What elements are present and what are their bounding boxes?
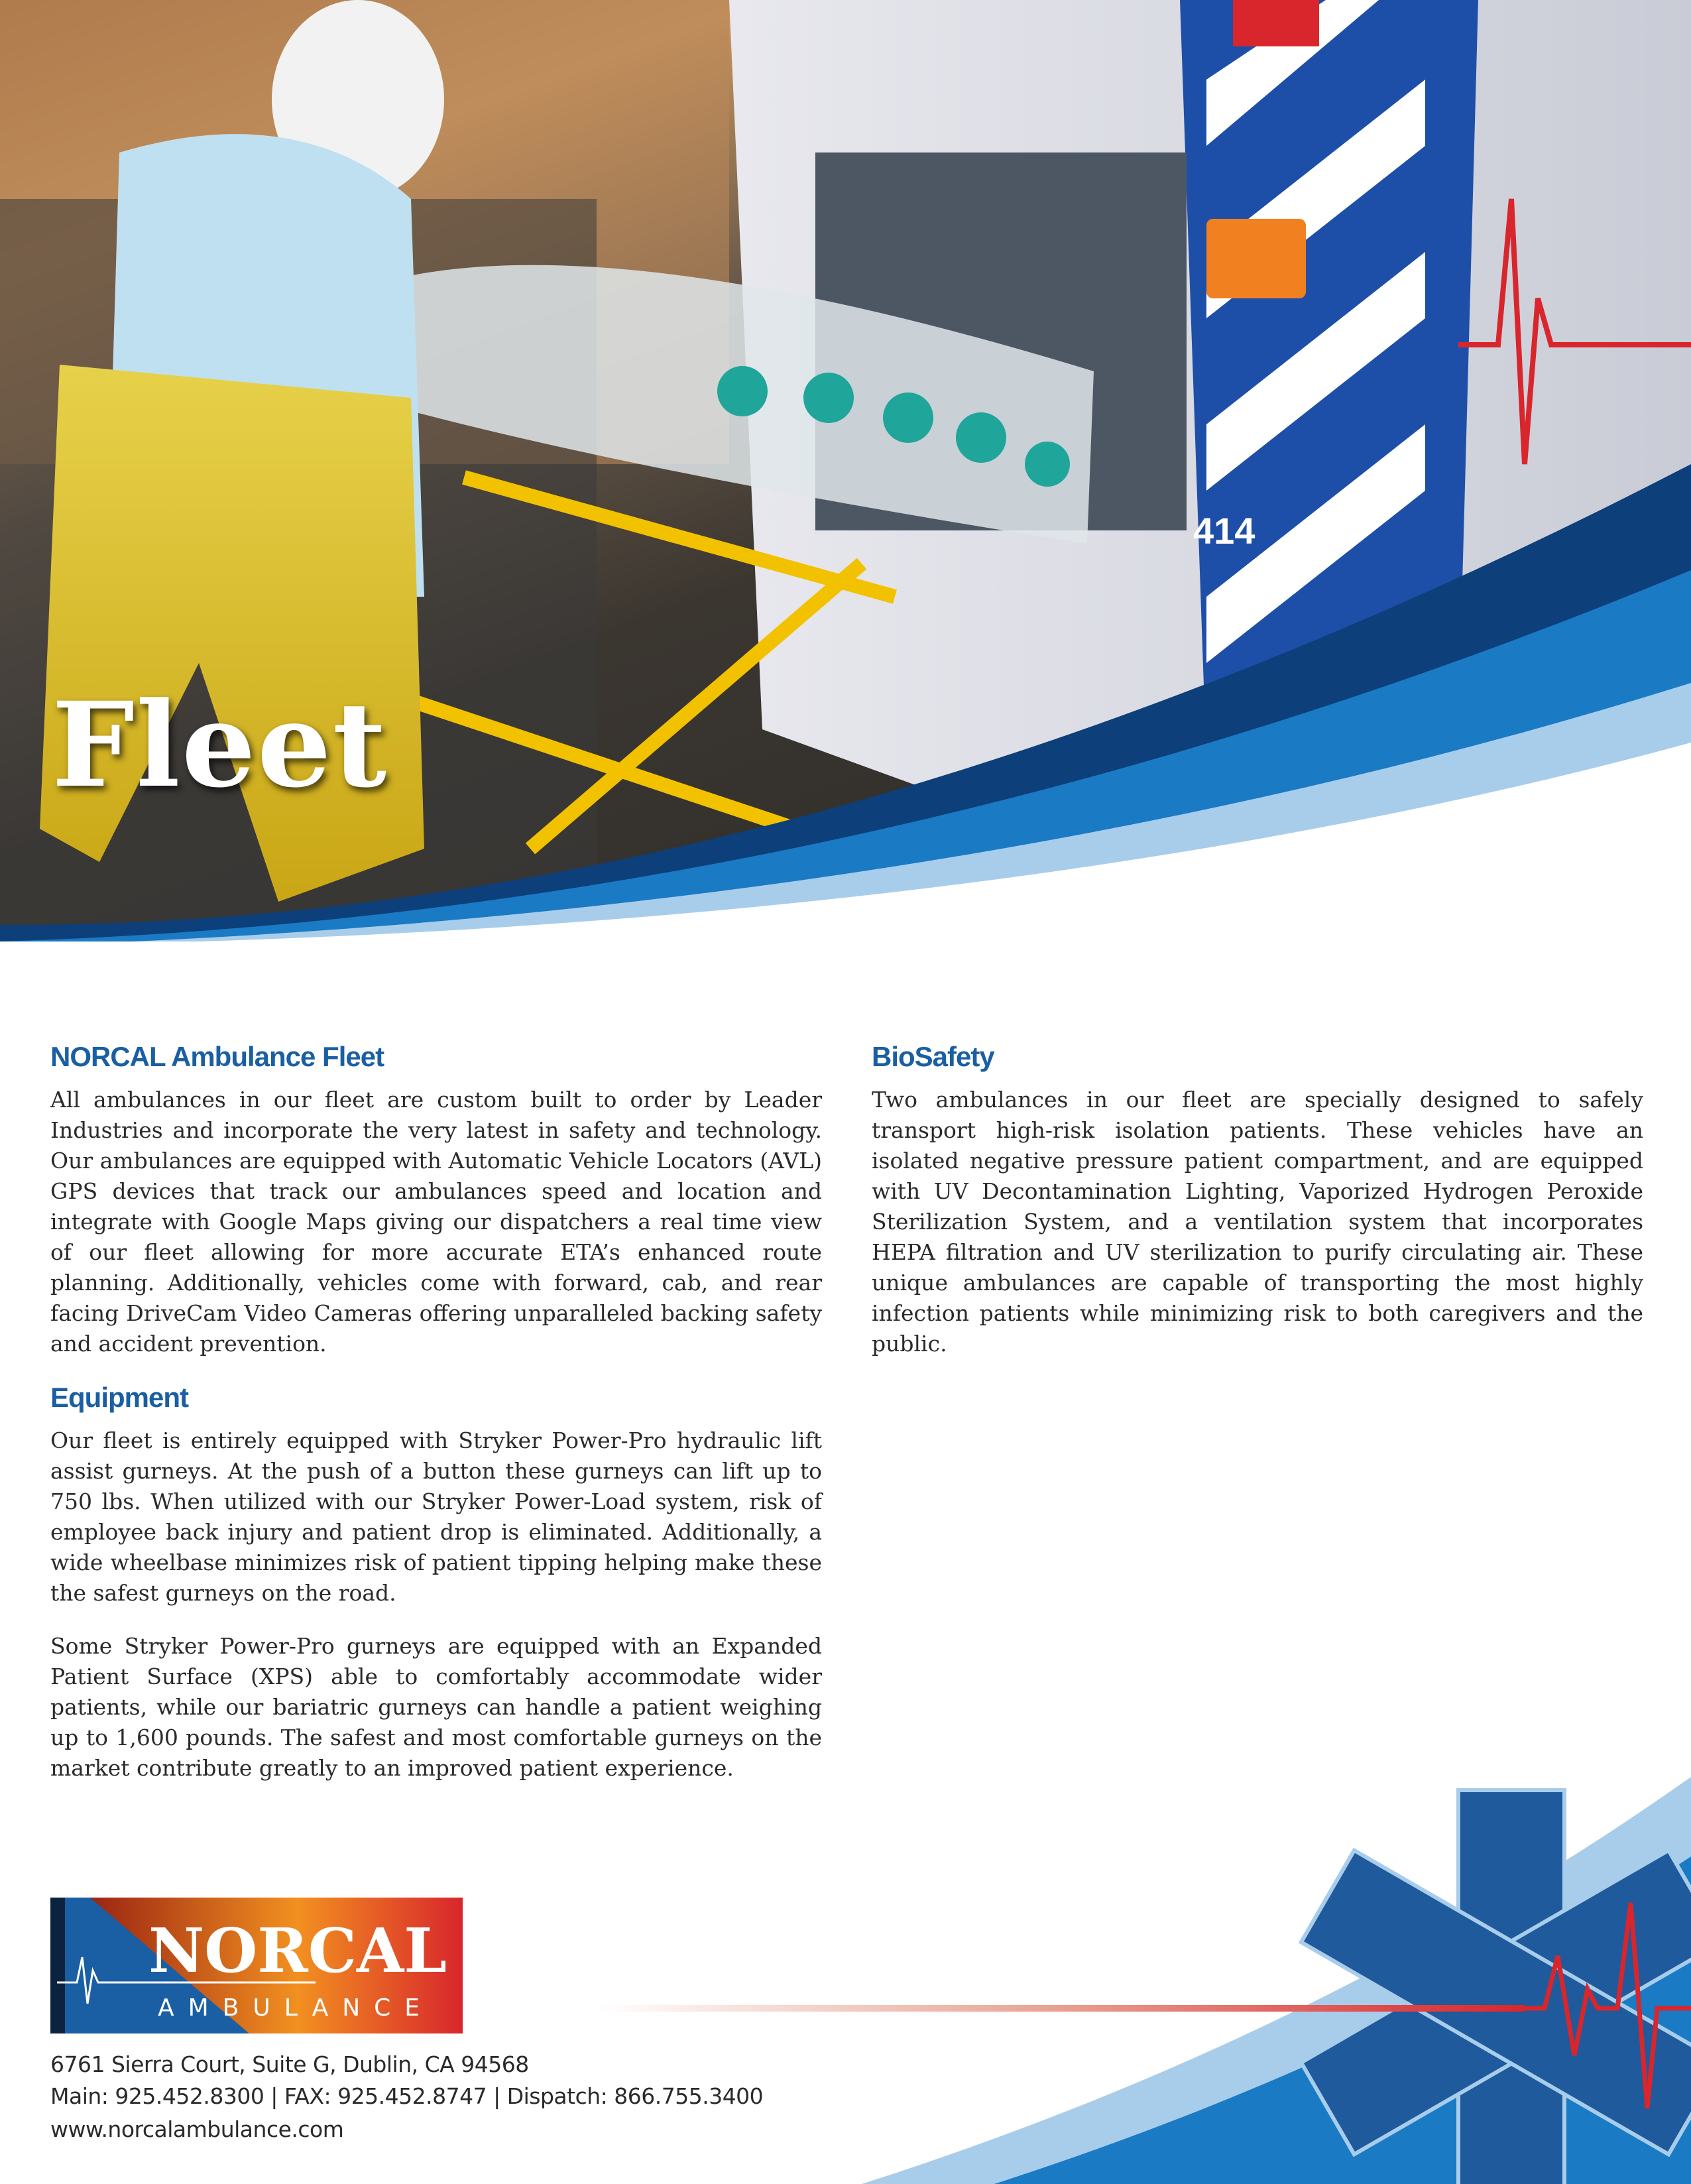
biosafety-heading: BioSafety — [872, 1041, 994, 1072]
biosafety-body: Two ambulances in our fleet are specially designed to safely transport high-risk isolation patients. These vehicles have an isolated negative pressure patient compartment, and are equipped with UV Decontamination Lighting, Vaporized Hydrogen Peroxide Sterilization System, and a ventilation system that incorporates HEPA filtration and UV sterilization to purify circulating air. These unique ambulances are capable of transporting the most highly infection patients while minimizing risk to both caregivers and the public. — [872, 1087, 1643, 1357]
fleet-heading: NORCAL Ambulance Fleet — [50, 1041, 384, 1072]
footer-address: 6761 Sierra Court, Suite G, Dublin, CA 94568 — [50, 2051, 529, 2077]
equipment-paragraph-2: Some Stryker Power-Pro gurneys are equipped with an Expanded Patient Surface (XPS) able to comfortably accommodate wider patients, while our bariatric gurneys can handle a patient weighing up to 1,600 pounds. The safest and most comfortable gurneys on the market contribute greatly to an improved patient experience. — [50, 1633, 822, 1781]
fleet-body: All ambulances in our fleet are custom built to order by Leader Industries and incorporate the very latest in safety and technology. Our ambulances are equipped with Automatic Vehicle Locators (AVL) GPS devices that track our ambulances speed and location and integrate with Google Maps giving our dispatchers a real time view of our fleet allowing for more accurate ETA’s enhanced route planning. Additionally, vehicles come with forward, cab, and rear facing DriveCam Video Cameras offering unparalleled backing safety and accident prevention. — [50, 1087, 822, 1357]
footer-website[interactable]: www.norcalambulance.com — [50, 2116, 344, 2142]
logo-sub: AMBULANCE — [158, 1994, 434, 2022]
equipment-heading: Equipment — [50, 1382, 188, 1413]
norcal-logo[interactable] — [50, 1898, 463, 2033]
footer-phones: Main: 925.452.8300 | FAX: 925.452.8747 | Dispatch: 866.755.3400 — [50, 2083, 764, 2109]
unit-number: 414 — [1193, 510, 1255, 552]
page-title: Fleet — [52, 676, 388, 814]
left-column — [50, 1041, 822, 1806]
right-column — [872, 1041, 1643, 1382]
equipment-paragraph-1: Our fleet is entirely equipped with Stryker Power-Pro hydraulic lift assist gurneys. At the push of a button these gurneys can lift up to 750 lbs. When utilized with our Stryker Power-Load system, risk of employee back injury and patient drop is eliminated. Additionally, a wide wheelbase minimizes risk of patient tipping helping make these the safest gurneys on the road. — [50, 1427, 822, 1606]
hero-photo — [0, 0, 1691, 941]
logo-name: NORCAL — [148, 1915, 447, 1986]
